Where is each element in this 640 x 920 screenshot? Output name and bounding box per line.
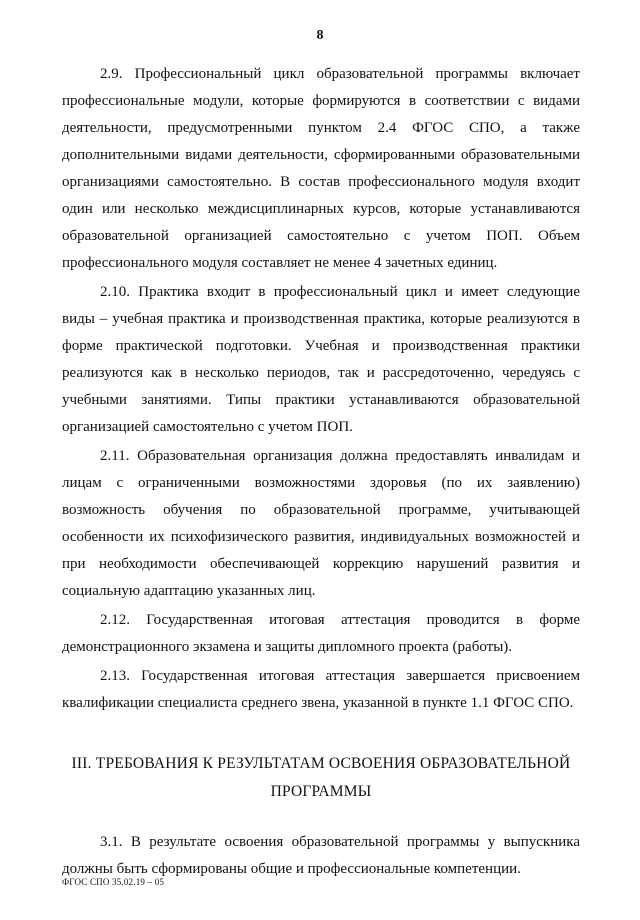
section-heading-line-1: III. ТРЕБОВАНИЯ К РЕЗУЛЬТАТАМ ОСВОЕНИЯ ОБРАЗОВАТЕЛЬНОЙ <box>71 755 571 772</box>
paragraph-2-13: 2.13. Государственная итоговая аттестация завершается присвоением квалификации специалиста среднего звена, указанной в пункте 1.1 ФГОС СПО. <box>62 668 580 711</box>
paragraph-3-1: 3.1. В результате освоения образовательной программы у выпускника должны быть сформированы общие и профессиональные компетенции. <box>62 834 580 877</box>
page-number: 8 <box>316 28 324 43</box>
paragraph-2-9: 2.9. Профессиональный цикл образовательной программы включает профессиональные модули, которые формируются в соответствии с видами деятельности, предусмотренными пунктом 2.4 ФГОС СПО, а также дополнительными видами деятельности, сформированными образовательными организациями самостоятельно. В состав профессионального модуля входит один или несколько междисциплинарных курсов, которые устанавливаются образовательной организацией самостоятельно с учетом ПОП. Объем профессионального модуля составляет не менее 4 зачетных единиц. <box>62 66 580 271</box>
section-heading-line-2: ПРОГРАММЫ <box>270 783 372 800</box>
document-footer: ФГОС СПО 35.02.19 – 05 <box>62 877 165 887</box>
section-heading <box>62 750 580 806</box>
paragraph-2-11: 2.11. Образовательная организация должна предоставлять инвалидам и лицам с ограниченными возможностями здоровья (по их заявлению) возможность обучения по образовательной программе, учитывающей особенности их психофизического развития, индивидуальных возможностей и при необходимости обеспечивающей коррекцию нарушений развития и социальную адаптацию указанных лиц. <box>62 448 580 599</box>
paragraph-2-12: 2.12. Государственная итоговая аттестация проводится в форме демонстрационного экзамена и защиты дипломного проекта (работы). <box>62 612 580 655</box>
document-body <box>62 61 580 883</box>
paragraph-2-10: 2.10. Практика входит в профессиональный цикл и имеет следующие виды – учебная практика и производственная практика, которые реализуются в форме практической подготовки. Учебная и производственная практики реализуются как в несколько периодов, так и рассредоточенно, чередуясь с учебными занятиями. Типы практики устанавливаются образовательной организацией самостоятельно с учетом ПОП. <box>62 284 580 435</box>
